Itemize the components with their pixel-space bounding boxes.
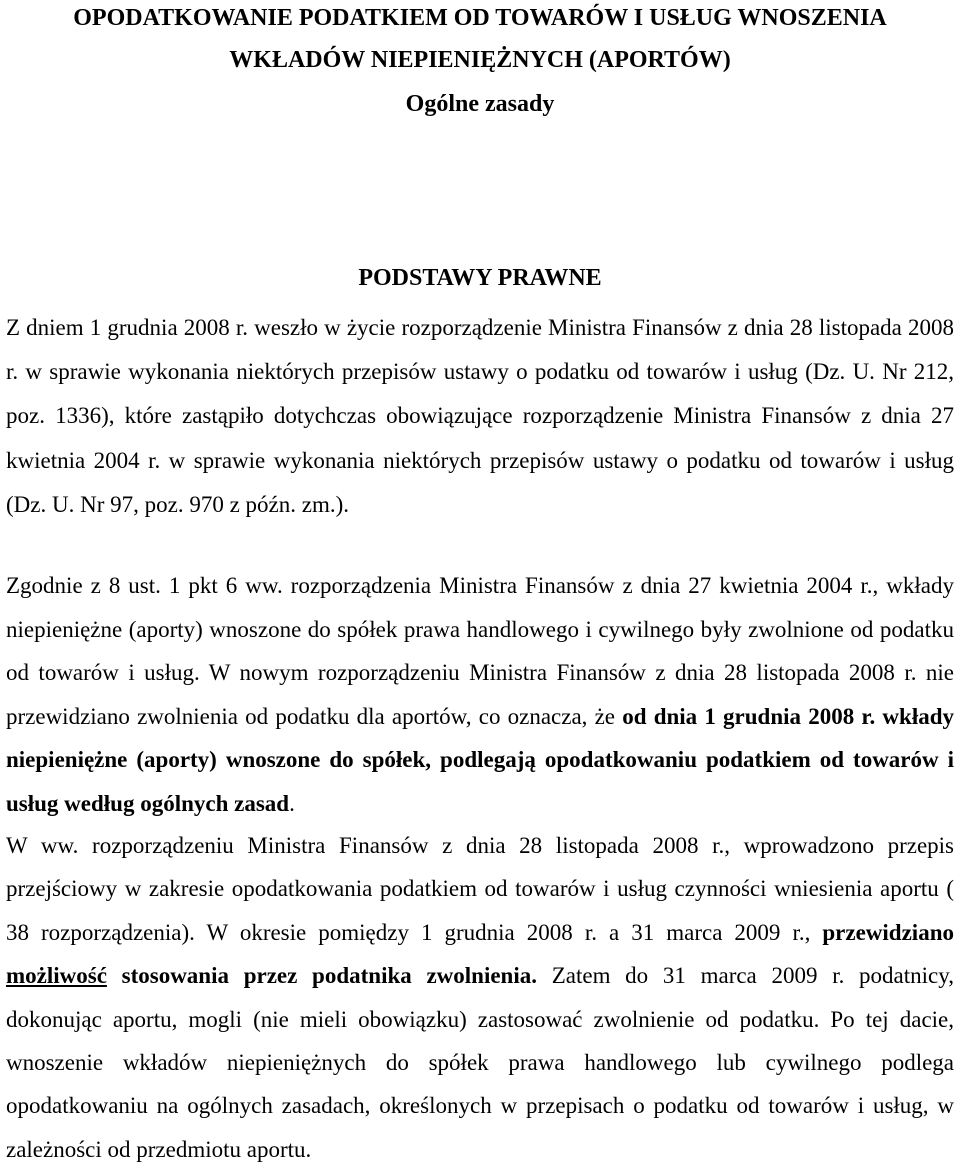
paragraph-transitional-provision	[6, 824, 954, 1171]
paragraph-text-start: W ww. rozporządzeniu Ministra Finansów z dnia 28 listopada 2008 r., wprowadzono przepis przejściowy w zakresie opodatkowania podatkiem od towarów i usług czynności wniesienia aportu ( 38 rozporządzenia). W okresie pomiędzy 1 grudnia 2008 r. a 31 marca 2009 r.,	[6, 833, 954, 945]
paragraph-exemption-change	[6, 564, 954, 826]
paragraph-emphasis-start: przewidziano	[822, 919, 954, 945]
paragraph-legal-basis: Z dniem 1 grudnia 2008 r. weszło w życie rozporządzenie Ministra Finansów z dnia 28 listopada 2008 r. w sprawie wykonania niektórych przepisów ustawy o podatku od towarów i usług (Dz. U. Nr 212, poz. 1336), które zastąpiło dotychczas obowiązujące rozporządzenie Ministra Finansów z dnia 27 kwietnia 2004 r. w sprawie wykonania niektórych przepisów ustawy o podatku od towarów i usług (Dz. U. Nr 97, poz. 970 z późn. zm.).	[6, 315, 954, 517]
paragraph-emphasis: od dnia 1 grudnia 2008 r. wkłady niepieniężne (aporty) wnoszone do spółek, podlegają opodatkowaniu podatkiem od towarów i usług według ogólnych zasad	[6, 703, 955, 816]
paragraph-text: Zgodnie z 8 ust. 1 pkt 6 ww. rozporządzenia Ministra Finansów z dnia 27 kwietnia 2004 r., wkłady niepieniężne (aporty) wnoszone do spółek prawa handlowego i cywilnego były zwolnione od podatku od towarów i usług. W nowym rozporządzeniu Ministra Finansów z dnia 28 listopada 2008 r. nie przewidziano zwolnienia od podatku dla aportów, co oznacza, że	[6, 573, 954, 729]
document-subtitle: Ogólne zasady	[405, 91, 555, 117]
paragraph-end: .	[289, 790, 295, 816]
paragraph-emphasis-end: stosowania przez podatnika zwolnienia.	[106, 963, 537, 989]
section-heading: PODSTAWY PRAWNE	[358, 265, 602, 291]
document-title-line-1: OPODATKOWANIE PODATKIEM OD TOWARÓW I USŁUG WNOSZENIA	[73, 5, 887, 31]
paragraph-emphasis-underlined: możliwość	[6, 963, 107, 989]
paragraph-text-end: Zatem do 31 marca 2009 r. podatnicy, dokonując aportu, mogli (nie mieli obowiązku) zastosować zwolnienie od podatku. Po tej dacie, wnoszenie wkładów niepieniężnych do spółek prawa handlowego lub cywilnego podlega opodatkowaniu na ogólnych zasadach, określonych w przepisach o podatku od towarów i usług, w zależności od przedmiotu aportu.	[6, 963, 954, 1162]
document-title-line-2: WKŁADÓW NIEPIENIĘŻNYCH (APORTÓW)	[229, 47, 731, 73]
